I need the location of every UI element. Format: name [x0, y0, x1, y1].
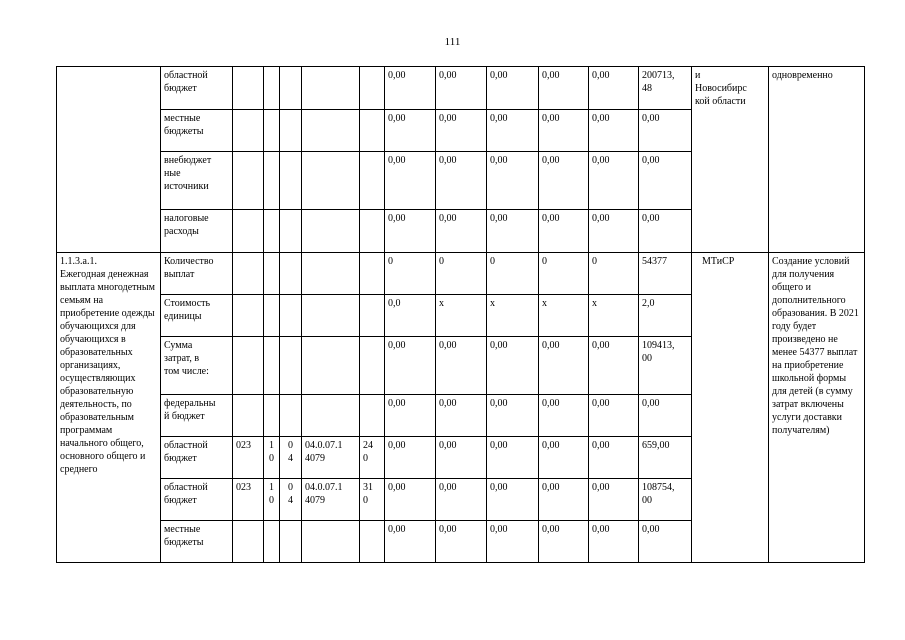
- cell-code: [280, 395, 302, 437]
- cell-value: x: [589, 295, 639, 337]
- cell-value: 109413, 00: [639, 337, 692, 395]
- cell-value: 0,00: [385, 479, 436, 521]
- cell-code: [264, 521, 280, 563]
- cell-value: 0,00: [487, 67, 539, 110]
- cell-value: 0,00: [589, 437, 639, 479]
- cell-source: областной бюджет: [161, 437, 233, 479]
- cell-code: [302, 521, 360, 563]
- cell-code: [360, 110, 385, 152]
- cell-value: 0,00: [639, 395, 692, 437]
- cell-executor: и Новосибирс кой области: [692, 67, 769, 253]
- cell-code: 31 0: [360, 479, 385, 521]
- cell-value: 0,00: [385, 395, 436, 437]
- cell-code: 24 0: [360, 437, 385, 479]
- cell-code: [264, 152, 280, 210]
- cell-code: 023: [233, 479, 264, 521]
- cell-code: [360, 210, 385, 253]
- cell-value: 0,00: [436, 110, 487, 152]
- cell-note: Создание условий для получения общего и дополнительного образования. В 2021 году будет произведено не менее 54377 выплат на приобретение школьной формы для детей (в сумму затрат включены услуги доставки получателям): [769, 253, 865, 563]
- cell-value: 0,00: [385, 67, 436, 110]
- cell-value: 0: [539, 253, 589, 295]
- cell-code: [233, 67, 264, 110]
- cell-value: 0,00: [436, 210, 487, 253]
- cell-indicator: Стоимость единицы: [161, 295, 233, 337]
- cell-value: 0,0: [385, 295, 436, 337]
- cell-value: 0,00: [539, 521, 589, 563]
- cell-code: 1 0: [264, 437, 280, 479]
- cell-value: 0,00: [385, 337, 436, 395]
- cell-code: [264, 253, 280, 295]
- cell-code: [233, 253, 264, 295]
- cell-code: [302, 110, 360, 152]
- cell-value: 0,00: [539, 152, 589, 210]
- cell-code: [280, 110, 302, 152]
- cell-code: [360, 152, 385, 210]
- cell-code: [302, 67, 360, 110]
- cell-code: [302, 337, 360, 395]
- cell-code: [233, 110, 264, 152]
- cell-source: внебюджет ные источники: [161, 152, 233, 210]
- cell-value: 0: [589, 253, 639, 295]
- page-number: 111: [444, 36, 461, 48]
- cell-code: [264, 337, 280, 395]
- cell-code: [264, 210, 280, 253]
- cell-source: местные бюджеты: [161, 521, 233, 563]
- cell-code: [302, 152, 360, 210]
- cell-value: 0,00: [436, 152, 487, 210]
- cell-value: 0,00: [487, 110, 539, 152]
- cell-code: [233, 210, 264, 253]
- cell-code: [280, 295, 302, 337]
- cell-code: [360, 521, 385, 563]
- cell-executor: МТиСР: [692, 253, 769, 563]
- cell-source: областной бюджет: [161, 67, 233, 110]
- cell-value: 200713, 48: [639, 67, 692, 110]
- program-table: [56, 66, 865, 563]
- cell-source: областной бюджет: [161, 479, 233, 521]
- cell-code: [360, 253, 385, 295]
- cell-value: 0,00: [539, 210, 589, 253]
- cell-value: 0,00: [539, 337, 589, 395]
- cell-code: [302, 210, 360, 253]
- cell-code: 04.0.07.1 4079: [302, 479, 360, 521]
- cell-code: [280, 253, 302, 295]
- cell-code: 023: [233, 437, 264, 479]
- cell-value: 0: [487, 253, 539, 295]
- cell-value: 659,00: [639, 437, 692, 479]
- cell-value: 0,00: [436, 337, 487, 395]
- cell-value: 0,00: [487, 337, 539, 395]
- cell-code: [233, 521, 264, 563]
- cell-value: 0,00: [487, 152, 539, 210]
- cell-source: федеральны й бюджет: [161, 395, 233, 437]
- cell-value: 0,00: [639, 152, 692, 210]
- cell-value: x: [487, 295, 539, 337]
- cell-value: x: [436, 295, 487, 337]
- cell-code: [280, 521, 302, 563]
- cell-code: [360, 337, 385, 395]
- cell-note: одновременно: [769, 67, 865, 253]
- cell-value: 0,00: [539, 437, 589, 479]
- cell-value: 0,00: [487, 437, 539, 479]
- cell-event: 1.1.3.а.1. Ежегодная денежная выплата многодетным семьям на приобретение одежды обучающихся для обучающихся в образовательных организациях, осуществляющих образовательную деятельность, по образовательным программам начального общего, основного общего и среднего: [57, 253, 161, 563]
- cell-value: 0,00: [639, 210, 692, 253]
- cell-value: 54377: [639, 253, 692, 295]
- cell-value: 0,00: [539, 67, 589, 110]
- cell-value: 0,00: [385, 110, 436, 152]
- cell-value: 0: [385, 253, 436, 295]
- cell-indicator: Количество выплат: [161, 253, 233, 295]
- cell-source: налоговые расходы: [161, 210, 233, 253]
- cell-code: [302, 295, 360, 337]
- cell-code: 04.0.07.1 4079: [302, 437, 360, 479]
- cell-value: 0,00: [487, 521, 539, 563]
- cell-code: [360, 395, 385, 437]
- cell-value: 0,00: [487, 210, 539, 253]
- cell-code: 1 0: [264, 479, 280, 521]
- cell-value: 0,00: [589, 395, 639, 437]
- cell-value: 0,00: [487, 479, 539, 521]
- cell-code: [360, 295, 385, 337]
- cell-code: [264, 110, 280, 152]
- cell-code: [233, 152, 264, 210]
- cell-value: 0,00: [639, 521, 692, 563]
- cell-code: [302, 253, 360, 295]
- cell-value: 0,00: [539, 110, 589, 152]
- cell-value: 0,00: [385, 437, 436, 479]
- cell-code: 0 4: [280, 437, 302, 479]
- cell-value: 0,00: [436, 67, 487, 110]
- cell-code: [233, 337, 264, 395]
- cell-value: 0: [436, 253, 487, 295]
- cell-code: [264, 295, 280, 337]
- cell-value: 108754, 00: [639, 479, 692, 521]
- cell-value: 0,00: [436, 437, 487, 479]
- cell-code: [302, 395, 360, 437]
- cell-value: 2,0: [639, 295, 692, 337]
- cell-code: [280, 337, 302, 395]
- cell-code: [233, 295, 264, 337]
- cell-value: 0,00: [539, 395, 589, 437]
- cell-code: [264, 67, 280, 110]
- cell-code: [360, 67, 385, 110]
- cell-value: 0,00: [385, 152, 436, 210]
- cell-value: 0,00: [589, 521, 639, 563]
- cell-value: 0,00: [589, 337, 639, 395]
- cell-value: 0,00: [589, 67, 639, 110]
- cell-code: [233, 395, 264, 437]
- cell-code: 0 4: [280, 479, 302, 521]
- cell-source: местные бюджеты: [161, 110, 233, 152]
- cell-value: 0,00: [639, 110, 692, 152]
- cell-value: 0,00: [589, 210, 639, 253]
- cell-value: 0,00: [385, 521, 436, 563]
- cell-value: 0,00: [589, 479, 639, 521]
- cell-value: 0,00: [539, 479, 589, 521]
- cell-value: x: [539, 295, 589, 337]
- cell-event-continued: [57, 67, 161, 253]
- cell-value: 0,00: [436, 479, 487, 521]
- cell-value: 0,00: [487, 395, 539, 437]
- cell-value: 0,00: [436, 395, 487, 437]
- cell-code: [280, 67, 302, 110]
- cell-value: 0,00: [385, 210, 436, 253]
- cell-code: [280, 152, 302, 210]
- cell-value: 0,00: [589, 110, 639, 152]
- cell-value: 0,00: [436, 521, 487, 563]
- cell-code: [264, 395, 280, 437]
- cell-value: 0,00: [589, 152, 639, 210]
- cell-indicator: Сумма затрат, в том числе:: [161, 337, 233, 395]
- cell-code: [280, 210, 302, 253]
